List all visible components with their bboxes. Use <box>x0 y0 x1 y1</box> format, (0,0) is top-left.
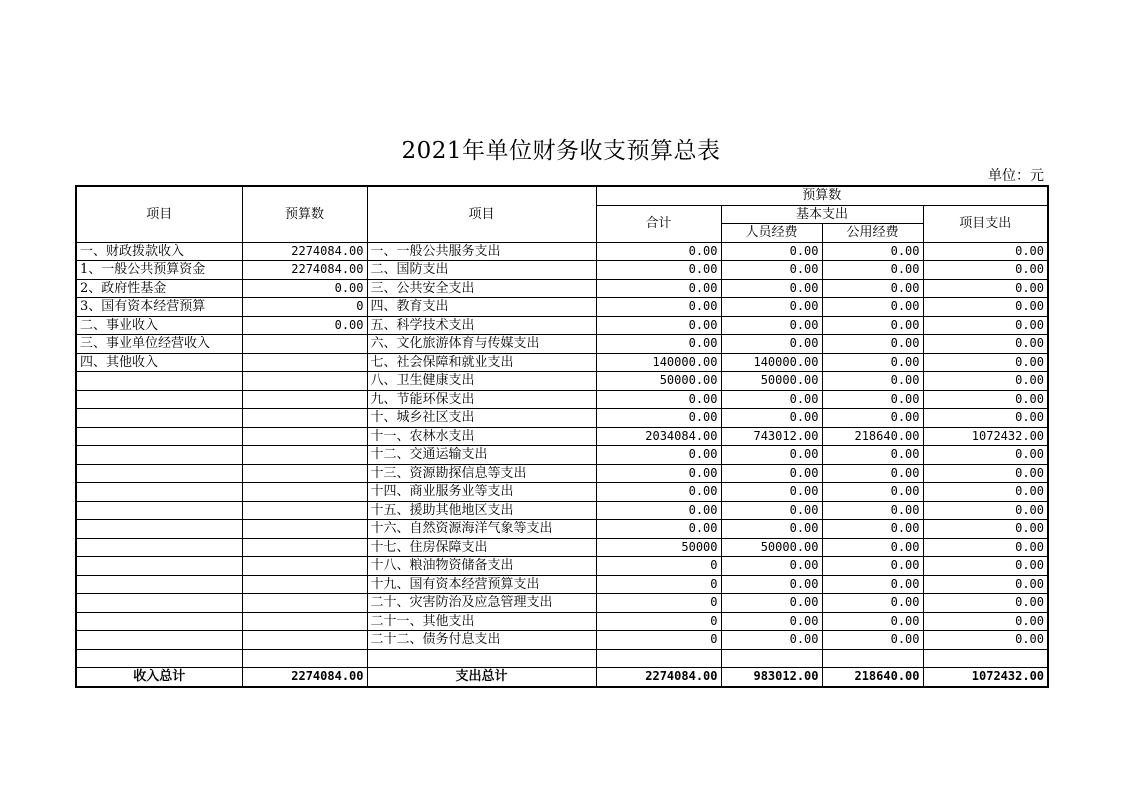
total-cell: 0 <box>596 557 721 576</box>
income-budget-cell <box>242 372 367 391</box>
personnel-cell: 0.00 <box>721 594 822 613</box>
income-item-cell: 2、政府性基金 <box>76 279 242 298</box>
public-cell: 0.00 <box>822 372 923 391</box>
total-cell: 0 <box>596 594 721 613</box>
total-cell <box>596 649 721 668</box>
income-budget-cell: 0 <box>242 298 367 317</box>
income-budget-cell <box>242 501 367 520</box>
personnel-cell: 50000.00 <box>721 372 822 391</box>
table-row <box>76 483 1048 502</box>
table-row <box>76 335 1048 354</box>
public-cell: 0.00 <box>822 464 923 483</box>
table-row <box>76 316 1048 335</box>
project-cell: 0.00 <box>923 316 1048 335</box>
public-cell: 0.00 <box>822 446 923 465</box>
expense-item-cell: 十三、资源勘探信息等支出 <box>367 464 596 483</box>
table-row <box>76 464 1048 483</box>
project-cell: 0.00 <box>923 446 1048 465</box>
table-row <box>76 242 1048 261</box>
income-item-cell <box>76 464 242 483</box>
table-row <box>76 353 1048 372</box>
public-cell: 0.00 <box>822 557 923 576</box>
total-cell: 0 <box>596 612 721 631</box>
public-cell: 0.00 <box>822 279 923 298</box>
income-item-cell <box>76 427 242 446</box>
table-row <box>76 557 1048 576</box>
income-item-cell <box>76 649 242 668</box>
project-cell <box>923 649 1048 668</box>
table-row <box>76 612 1048 631</box>
expense-item-cell <box>367 649 596 668</box>
personnel-cell: 0.00 <box>721 575 822 594</box>
project-cell: 0.00 <box>923 538 1048 557</box>
expense-item-cell: 十八、粮油物资储备支出 <box>367 557 596 576</box>
personnel-cell: 743012.00 <box>721 427 822 446</box>
public-cell: 0.00 <box>822 538 923 557</box>
personnel-cell: 0.00 <box>721 335 822 354</box>
expense-item-cell: 二十一、其他支出 <box>367 612 596 631</box>
income-item-cell: 1、一般公共预算资金 <box>76 261 242 280</box>
header-project: 项目支出 <box>923 205 1048 242</box>
total-cell: 0.00 <box>596 446 721 465</box>
project-cell: 0.00 <box>923 335 1048 354</box>
project-cell: 0.00 <box>923 279 1048 298</box>
table-row <box>76 390 1048 409</box>
public-cell: 0.00 <box>822 483 923 502</box>
public-cell: 0.00 <box>822 594 923 613</box>
project-cell: 0.00 <box>923 464 1048 483</box>
personnel-cell: 0.00 <box>721 501 822 520</box>
income-item-cell <box>76 390 242 409</box>
public-cell: 0.00 <box>822 575 923 594</box>
table-row <box>76 501 1048 520</box>
income-budget-cell <box>242 446 367 465</box>
project-cell: 0.00 <box>923 390 1048 409</box>
income-item-cell <box>76 594 242 613</box>
expense-item-cell: 十一、农林水支出 <box>367 427 596 446</box>
income-budget-cell <box>242 353 367 372</box>
project-cell: 0.00 <box>923 353 1048 372</box>
income-budget-cell: 2274084.00 <box>242 242 367 261</box>
public-cell <box>822 649 923 668</box>
expense-item-cell: 十、城乡社区支出 <box>367 409 596 428</box>
table-row <box>76 594 1048 613</box>
personnel-cell: 0.00 <box>721 612 822 631</box>
income-budget-cell <box>242 483 367 502</box>
public-cell: 0.00 <box>822 520 923 539</box>
header-income-budget: 预算数 <box>242 186 367 242</box>
total-cell: 0.00 <box>596 464 721 483</box>
total-cell: 0.00 <box>596 520 721 539</box>
income-item-cell: 一、财政拨款收入 <box>76 242 242 261</box>
income-item-cell <box>76 409 242 428</box>
income-budget-cell <box>242 557 367 576</box>
total-cell: 0.00 <box>596 261 721 280</box>
project-cell: 0.00 <box>923 557 1048 576</box>
expense-total-label: 支出总计 <box>367 668 596 687</box>
expense-item-cell: 二十、灾害防治及应急管理支出 <box>367 594 596 613</box>
project-total-value: 1072432.00 <box>923 668 1048 687</box>
personnel-cell <box>721 649 822 668</box>
table-row <box>76 372 1048 391</box>
project-cell: 0.00 <box>923 261 1048 280</box>
income-budget-cell <box>242 575 367 594</box>
project-cell: 0.00 <box>923 520 1048 539</box>
income-item-cell: 三、事业单位经营收入 <box>76 335 242 354</box>
table-row <box>76 538 1048 557</box>
income-budget-cell <box>242 464 367 483</box>
personnel-cell: 0.00 <box>721 298 822 317</box>
personnel-cell: 0.00 <box>721 242 822 261</box>
header-public: 公用经费 <box>822 224 923 243</box>
expense-item-cell: 十九、国有资本经营预算支出 <box>367 575 596 594</box>
income-item-cell <box>76 538 242 557</box>
personnel-cell: 0.00 <box>721 261 822 280</box>
income-budget-cell <box>242 538 367 557</box>
income-budget-cell <box>242 612 367 631</box>
total-cell: 0.00 <box>596 501 721 520</box>
total-cell: 50000.00 <box>596 372 721 391</box>
public-cell: 0.00 <box>822 335 923 354</box>
total-cell: 2034084.00 <box>596 427 721 446</box>
public-cell: 0.00 <box>822 316 923 335</box>
total-cell: 0.00 <box>596 335 721 354</box>
expense-item-cell: 十六、自然资源海洋气象等支出 <box>367 520 596 539</box>
header-total: 合计 <box>596 205 721 242</box>
income-total-value: 2274084.00 <box>242 668 367 687</box>
total-cell: 140000.00 <box>596 353 721 372</box>
personnel-cell: 0.00 <box>721 279 822 298</box>
income-item-cell: 二、事业收入 <box>76 316 242 335</box>
personnel-cell: 0.00 <box>721 316 822 335</box>
project-cell: 0.00 <box>923 612 1048 631</box>
income-budget-cell <box>242 335 367 354</box>
total-cell: 0.00 <box>596 279 721 298</box>
total-cell: 0.00 <box>596 483 721 502</box>
total-cell: 50000 <box>596 538 721 557</box>
table-row <box>76 631 1048 650</box>
project-cell: 0.00 <box>923 409 1048 428</box>
income-budget-cell <box>242 631 367 650</box>
income-budget-cell: 0.00 <box>242 316 367 335</box>
income-budget-cell <box>242 427 367 446</box>
income-total-label: 收入总计 <box>76 668 242 687</box>
total-cell: 0.00 <box>596 242 721 261</box>
project-cell: 0.00 <box>923 594 1048 613</box>
project-cell: 0.00 <box>923 242 1048 261</box>
project-cell: 0.00 <box>923 575 1048 594</box>
public-cell: 0.00 <box>822 501 923 520</box>
income-item-cell <box>76 612 242 631</box>
expense-item-cell: 二十二、债务付息支出 <box>367 631 596 650</box>
table-row <box>76 409 1048 428</box>
personnel-cell: 0.00 <box>721 557 822 576</box>
personnel-cell: 50000.00 <box>721 538 822 557</box>
expense-item-cell: 五、科学技术支出 <box>367 316 596 335</box>
expense-item-cell: 六、文化旅游体育与传媒支出 <box>367 335 596 354</box>
project-cell: 1072432.00 <box>923 427 1048 446</box>
expense-item-cell: 八、卫生健康支出 <box>367 372 596 391</box>
header-basic: 基本支出 <box>721 205 923 224</box>
income-budget-cell <box>242 649 367 668</box>
income-item-cell <box>76 501 242 520</box>
total-cell: 0 <box>596 575 721 594</box>
table-row <box>76 279 1048 298</box>
expense-item-cell: 四、教育支出 <box>367 298 596 317</box>
income-item-cell <box>76 520 242 539</box>
expense-item-cell: 十二、交通运输支出 <box>367 446 596 465</box>
table-row <box>76 427 1048 446</box>
table-row <box>76 446 1048 465</box>
header-income-item: 项目 <box>76 186 242 242</box>
personnel-cell: 0.00 <box>721 390 822 409</box>
personnel-cell: 0.00 <box>721 446 822 465</box>
income-item-cell <box>76 631 242 650</box>
public-cell: 0.00 <box>822 390 923 409</box>
unit-label: 单位：元 <box>988 168 1044 184</box>
header-budget-group: 预算数 <box>596 186 1048 205</box>
public-cell: 0.00 <box>822 353 923 372</box>
income-item-cell <box>76 557 242 576</box>
public-cell: 0.00 <box>822 298 923 317</box>
income-budget-cell <box>242 594 367 613</box>
expense-item-cell: 三、公共安全支出 <box>367 279 596 298</box>
table-row <box>76 298 1048 317</box>
public-cell: 0.00 <box>822 631 923 650</box>
project-cell: 0.00 <box>923 631 1048 650</box>
table-row <box>76 649 1048 668</box>
income-item-cell <box>76 575 242 594</box>
expense-item-cell: 十四、商业服务业等支出 <box>367 483 596 502</box>
expense-item-cell: 十五、援助其他地区支出 <box>367 501 596 520</box>
public-cell: 0.00 <box>822 261 923 280</box>
personnel-cell: 140000.00 <box>721 353 822 372</box>
income-item-cell <box>76 372 242 391</box>
total-cell: 0.00 <box>596 409 721 428</box>
income-item-cell: 四、其他收入 <box>76 353 242 372</box>
personnel-cell: 0.00 <box>721 631 822 650</box>
expense-item-cell: 二、国防支出 <box>367 261 596 280</box>
table-row <box>76 261 1048 280</box>
totals-row <box>76 668 1048 687</box>
income-budget-cell: 0.00 <box>242 279 367 298</box>
income-item-cell <box>76 446 242 465</box>
project-cell: 0.00 <box>923 501 1048 520</box>
expense-item-cell: 十七、住房保障支出 <box>367 538 596 557</box>
expense-item-cell: 七、社会保障和就业支出 <box>367 353 596 372</box>
header-personnel: 人员经费 <box>721 224 822 243</box>
public-cell: 0.00 <box>822 409 923 428</box>
total-cell: 0.00 <box>596 316 721 335</box>
expense-item-cell: 一、一般公共服务支出 <box>367 242 596 261</box>
income-budget-cell: 2274084.00 <box>242 261 367 280</box>
personnel-cell: 0.00 <box>721 464 822 483</box>
table-row <box>76 575 1048 594</box>
budget-table <box>75 185 1049 688</box>
total-cell: 0 <box>596 631 721 650</box>
table-row <box>76 520 1048 539</box>
expense-total-value: 2274084.00 <box>596 668 721 687</box>
public-cell: 0.00 <box>822 242 923 261</box>
public-total-value: 218640.00 <box>822 668 923 687</box>
page-title: 2021年单位财务收支预算总表 <box>401 138 721 164</box>
project-cell: 0.00 <box>923 298 1048 317</box>
personnel-cell: 0.00 <box>721 409 822 428</box>
income-item-cell: 3、国有资本经营预算 <box>76 298 242 317</box>
income-budget-cell <box>242 409 367 428</box>
public-cell: 0.00 <box>822 612 923 631</box>
expense-item-cell: 九、节能环保支出 <box>367 390 596 409</box>
total-cell: 0.00 <box>596 298 721 317</box>
header-expense-item: 项目 <box>367 186 596 242</box>
total-cell: 0.00 <box>596 390 721 409</box>
income-budget-cell <box>242 520 367 539</box>
project-cell: 0.00 <box>923 483 1048 502</box>
public-cell: 218640.00 <box>822 427 923 446</box>
personnel-cell: 0.00 <box>721 520 822 539</box>
project-cell: 0.00 <box>923 372 1048 391</box>
income-item-cell <box>76 483 242 502</box>
personnel-total-value: 983012.00 <box>721 668 822 687</box>
income-budget-cell <box>242 390 367 409</box>
personnel-cell: 0.00 <box>721 483 822 502</box>
